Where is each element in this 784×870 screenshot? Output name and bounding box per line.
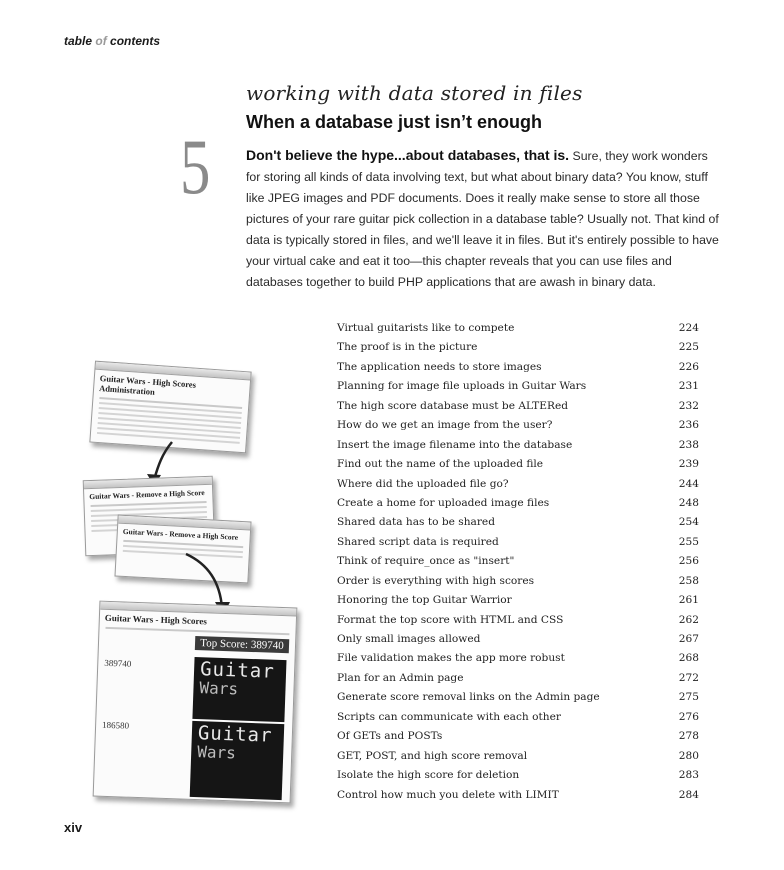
toc-entry-page: 268	[678, 652, 699, 665]
toc-entry[interactable]	[337, 727, 699, 746]
toc-entry-page: 236	[678, 419, 699, 432]
remove-window-1-title: Guitar Wars - Remove a High Score	[89, 488, 205, 502]
header-table: table	[64, 34, 93, 48]
toc-entry[interactable]	[337, 611, 699, 630]
scores-window-screenshot	[93, 601, 298, 804]
toc-entry[interactable]	[337, 436, 699, 455]
toc-entry[interactable]	[337, 708, 699, 727]
toc-entry-title: The high score database must be ALTERed	[337, 399, 568, 412]
toc-entry[interactable]	[337, 591, 699, 610]
toc-entry[interactable]	[337, 377, 699, 396]
toc-entry-page: 224	[678, 322, 699, 334]
toc-entry-page: 275	[678, 691, 699, 704]
toc-entry-title: File validation makes the app more robust	[337, 652, 565, 665]
toc-list	[337, 319, 699, 805]
toc-entry[interactable]	[337, 572, 699, 591]
toc-entry-title: Create a home for uploaded image files	[337, 496, 550, 509]
toc-entry-title: Honoring the top Guitar Warrior	[337, 594, 512, 607]
toc-entry[interactable]	[337, 416, 699, 435]
toc-entry-title: Insert the image filename into the database	[337, 438, 573, 451]
toc-entry-page: 272	[678, 671, 699, 684]
toc-entry-page: 244	[678, 477, 699, 490]
toc-entry[interactable]	[337, 688, 699, 707]
toc-entry-page: 226	[678, 360, 699, 373]
toc-entry-title: Order is everything with high scores	[337, 574, 535, 587]
toc-entry[interactable]	[337, 747, 699, 766]
toc-entry-title: Control how much you delete with LIMIT	[337, 788, 559, 801]
tile-1-word-2: Wars	[199, 678, 239, 699]
toc-entry[interactable]	[337, 455, 699, 474]
intro-lead: Don't believe the hype...about databases, that is.	[246, 147, 570, 163]
toc-entry-title: Generate score removal links on the Admin page	[337, 691, 600, 704]
toc-entry-title: Scripts can communicate with each other	[337, 710, 561, 723]
chapter-number: 5	[180, 123, 211, 210]
toc-entry-title: Where did the uploaded file go?	[337, 477, 509, 490]
toc-entry-page: 254	[678, 516, 699, 529]
toc-entry-page: 261	[678, 594, 699, 607]
toc-entry-title: The application needs to store images	[337, 360, 542, 373]
chapter-intro	[246, 145, 721, 293]
toc-entry-title: Plan for an Admin page	[337, 671, 464, 684]
toc-entry-page: 262	[678, 613, 699, 626]
header-of: of	[95, 34, 107, 48]
toc-entry[interactable]	[337, 766, 699, 785]
toc-entry-title: Think of require_once as "insert"	[337, 555, 515, 568]
toc-entry-page: 284	[678, 788, 699, 801]
toc-entry[interactable]	[337, 552, 699, 571]
guitar-wars-tile-2	[190, 721, 285, 800]
running-header	[64, 34, 160, 48]
toc-entry-title: Planning for image file uploads in Guitar Wars	[337, 380, 587, 393]
toc-entry[interactable]	[337, 533, 699, 552]
toc-entry[interactable]	[337, 786, 699, 805]
toc-entry[interactable]	[337, 649, 699, 668]
toc-entry[interactable]	[337, 630, 699, 649]
toc-entry-title: Of GETs and POSTs	[337, 730, 443, 743]
intro-body: Sure, they work wonders for storing all kinds of data involving text, but what about binary data? You know, stuff like JPEG images and PDF documents. Does it really make sense to store all those pictures of your rare guitar pick collection in a database table? Usually not. That kind of data is typically stored in files, and we'll leave it in files. But it's entirely possible to have your virtual cake and eat it too—this chapter reveals that you can use files and databases together to build PHP applications that are awash in binary data.	[246, 149, 719, 289]
toc-entry-title: The proof is in the picture	[337, 341, 478, 354]
top-score-bar: Top Score: 389740	[195, 636, 289, 653]
toc-entry-title: Find out the name of the uploaded file	[337, 458, 544, 471]
toc-entry[interactable]	[337, 475, 699, 494]
toc-entry-title: Shared data has to be shared	[337, 516, 495, 529]
toc-entry[interactable]	[337, 338, 699, 357]
toc-entry-page: 255	[678, 535, 699, 548]
toc-entry-page: 280	[678, 749, 699, 762]
toc-entry-page: 232	[678, 399, 699, 412]
toc-entry-page: 276	[678, 710, 699, 723]
score-entry-1: 389740	[104, 657, 132, 669]
toc-entry-title: Shared script data is required	[337, 535, 499, 548]
toc-entry-page: 278	[678, 730, 699, 743]
toc-entry-page: 225	[678, 341, 699, 354]
toc-entry-title: How do we get an image from the user?	[337, 419, 553, 432]
toc-entry-title: Isolate the high score for deletion	[337, 769, 520, 782]
toc-entry-page: 248	[678, 496, 699, 509]
toc-entry[interactable]	[337, 358, 699, 377]
toc-entry-page: 231	[678, 380, 699, 393]
toc-entry[interactable]	[337, 669, 699, 688]
toc-entry[interactable]	[337, 494, 699, 513]
toc-entry-title: Only small images allowed	[337, 633, 481, 645]
header-contents: contents	[110, 34, 161, 48]
toc-entry-page: 267	[678, 633, 699, 645]
toc-entry-page: 283	[678, 769, 699, 782]
toc-entry-title: GET, POST, and high score removal	[337, 749, 528, 762]
tile-1-word-1: Guitar	[199, 658, 276, 683]
toc-entry-page: 256	[678, 555, 699, 568]
guitar-wars-tile-1	[192, 657, 286, 722]
scores-window-title: Guitar Wars - High Scores	[104, 612, 208, 627]
toc-entry-title: Virtual guitarists like to compete	[337, 322, 515, 334]
remove-window-2-title: Guitar Wars - Remove a High Score	[122, 526, 239, 542]
toc-entry-title: Format the top score with HTML and CSS	[337, 613, 564, 626]
toc-entry-page: 239	[678, 458, 699, 471]
toc-entry[interactable]	[337, 513, 699, 532]
tile-2-word-2: Wars	[196, 742, 237, 763]
toc-entry[interactable]	[337, 397, 699, 416]
toc-entry[interactable]	[337, 319, 699, 338]
toc-entry-page: 238	[678, 438, 699, 451]
page-number: xiv	[64, 820, 83, 835]
chapter-subtitle: working with data stored in files	[246, 81, 583, 105]
score-entry-2: 186580	[101, 719, 130, 731]
toc-entry-page: 258	[678, 574, 699, 587]
admin-window-title: Guitar Wars - High Scores Administration	[98, 373, 197, 397]
tile-2-word-1: Guitar	[197, 722, 273, 747]
chapter-title: When a database just isn’t enough	[246, 112, 543, 132]
